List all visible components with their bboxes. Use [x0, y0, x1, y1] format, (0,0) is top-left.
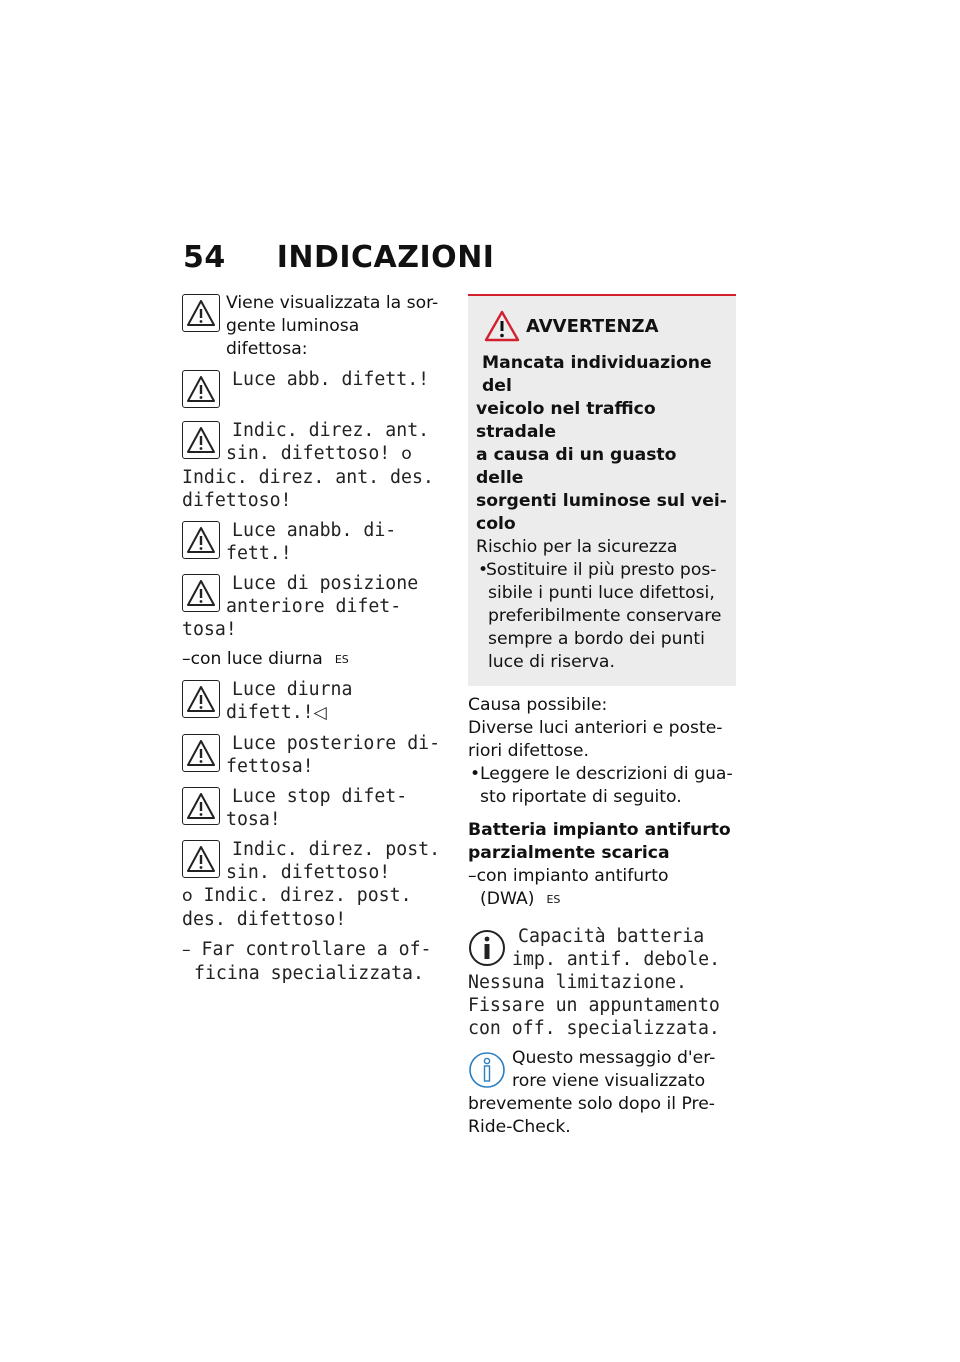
message-front-indicator [182, 419, 444, 512]
dash: – [182, 649, 191, 669]
message-line: Fissare un appuntamento [468, 995, 720, 1016]
warning-triangle-icon [182, 840, 220, 878]
warning-triangle-icon [182, 574, 220, 612]
warning-risk: Rischio per la sicurezza [476, 537, 678, 557]
action-line: ficina specializzata. [194, 963, 424, 984]
cause-section [468, 694, 738, 809]
message-line: Capacità batteria [518, 926, 705, 947]
message-line: Luce diurna [232, 679, 353, 700]
message-line: Indic. direz. ant. des. [182, 467, 434, 488]
message-line: fettosa! [226, 756, 314, 777]
message-rear-light [182, 732, 444, 778]
warning-triangle-icon [182, 421, 220, 459]
section-title-line: Batteria impianto antifurto [468, 820, 731, 840]
equipment-mark: ES [546, 893, 561, 906]
cause-line: riori difettose. [468, 741, 589, 761]
condition-line: con impianto antifurto [476, 866, 669, 886]
message-line: Nessuna limitazione. [468, 972, 687, 993]
message-line: Luce di posizione [232, 573, 419, 594]
note-line: rore viene visualizzato [512, 1071, 706, 1091]
dash: – [182, 940, 191, 960]
message-drl [182, 678, 444, 725]
chapter-title: INDICAZIONI [276, 240, 495, 275]
message-line: anteriore difet- [226, 596, 402, 617]
message-text: Luce abb. difett.! [232, 369, 430, 390]
message-brake-light [182, 785, 444, 831]
message-line: tosa! [182, 619, 237, 640]
intro-line-2: gente luminosa difettosa: [226, 316, 360, 359]
or-connector: o [401, 444, 412, 464]
message-dipped-beam [182, 519, 444, 565]
measure-line: sibile i punti luce difettosi, [488, 583, 715, 603]
message-rear-indicator [182, 838, 444, 931]
info-note [468, 1047, 738, 1139]
measure-line: Sostituire il più presto pos- [486, 560, 717, 580]
info-icon [468, 929, 506, 967]
warning-triangle-icon [182, 734, 220, 772]
message-line: Luce stop difet- [232, 786, 408, 807]
warning-triangle-icon [182, 521, 220, 559]
warning-title: AVVERTENZA [526, 315, 659, 337]
message-line: Luce anabb. di- [232, 520, 397, 541]
cause-step: • Leggere le descrizioni di gua- [468, 763, 738, 786]
message-line: sin. difettoso! [226, 862, 391, 883]
battery-section-title [468, 819, 738, 865]
intro-line-1: Viene visualizzata la sor- [226, 293, 439, 313]
message-line: Indic. direz. post. [232, 839, 441, 860]
warning-hazard-line: Mancata individuazione del [482, 353, 712, 396]
message-line: difettoso! [182, 490, 292, 511]
section-title-line: parzialmente scarica [468, 843, 670, 863]
message-line: Indic. direz. post. [203, 885, 412, 906]
equipment-mark: ES [334, 653, 349, 666]
measure-line: luce di riserva. [488, 652, 615, 672]
warning-hazard-line: veicolo nel traffico stradale [476, 399, 656, 442]
warning-box [468, 294, 736, 686]
condition-label: con luce diurna [190, 649, 323, 669]
right-column [468, 294, 738, 1146]
message-line: Luce posteriore di- [232, 733, 441, 754]
message-line: des. difettoso! [182, 909, 347, 930]
message-line: fett.! [226, 543, 292, 564]
battery-message [468, 925, 738, 1040]
message-line: sin. difettoso! [226, 443, 391, 464]
dash: – [468, 866, 477, 886]
warning-header [484, 310, 728, 342]
measure-line: preferibilmente conservare [488, 606, 722, 626]
message-line: imp. antif. debole. [512, 949, 721, 970]
intro-entry [182, 292, 444, 361]
cause-label: Causa possibile: [468, 695, 608, 715]
cause-step: sto riportate di seguito. [480, 787, 682, 807]
measure-line: sempre a bordo dei punti [488, 629, 705, 649]
page-header [183, 240, 494, 275]
warning-triangle-icon [484, 310, 520, 342]
note-line: Ride-Check. [468, 1117, 571, 1137]
left-column [182, 292, 444, 992]
warning-triangle-icon [182, 680, 220, 718]
or-connector: o [182, 886, 193, 906]
message-line: difett.! [226, 702, 314, 723]
warning-hazard-line: a causa di un guasto delle [476, 445, 677, 488]
dwa-condition [468, 865, 738, 911]
cause-line: Diverse luci anteriori e poste- [468, 718, 723, 738]
message-line: con off. specializzata. [468, 1018, 720, 1039]
condition-line: (DWA) [480, 889, 535, 909]
warning-triangle-icon [182, 294, 220, 332]
drl-condition [182, 648, 444, 671]
message-position-light [182, 572, 444, 641]
end-mark-icon: ◁ [313, 703, 327, 723]
warning-triangle-icon [182, 787, 220, 825]
warning-hazard-line: sorgenti luminose sul vei- [476, 491, 727, 511]
note-line: brevemente solo dopo il Pre- [468, 1094, 715, 1114]
action-step [182, 938, 444, 985]
info-outline-icon [468, 1051, 506, 1089]
warning-triangle-icon [182, 370, 220, 408]
message-line: tosa! [226, 809, 281, 830]
message-low-beam [182, 368, 444, 412]
action-line: Far controllare a of- [201, 939, 432, 960]
warning-measure [476, 559, 728, 582]
note-line: Questo messaggio d'er- [512, 1048, 716, 1068]
page-number: 54 [183, 240, 226, 275]
message-line: Indic. direz. ant. [232, 420, 430, 441]
warning-hazard-line: colo [476, 514, 516, 534]
